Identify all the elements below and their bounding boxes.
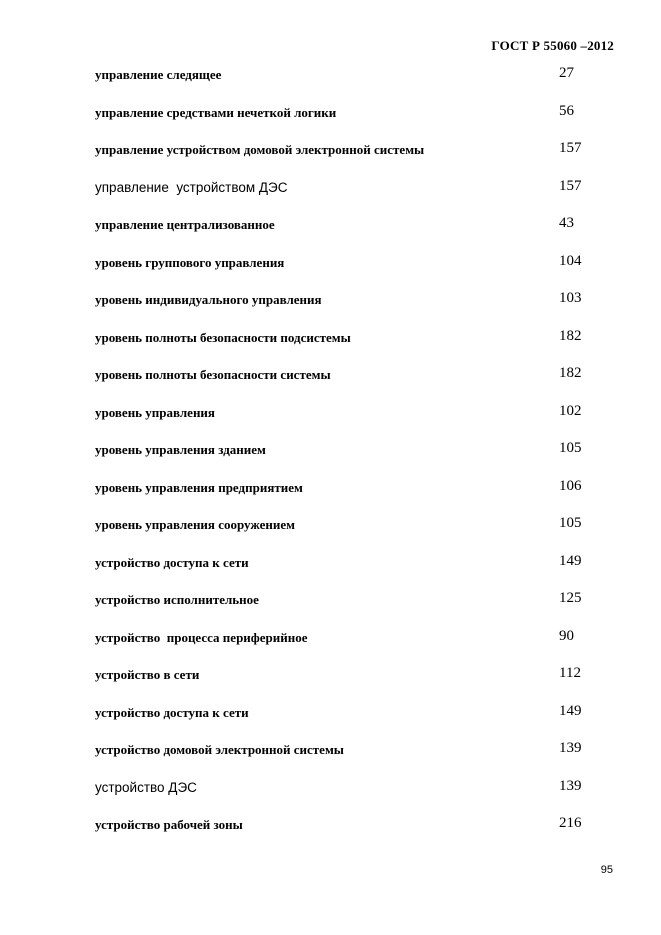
index-entry <box>0 437 661 475</box>
index-term: уровень управления сооружением <box>95 517 295 532</box>
index-page-number: 149 <box>559 702 582 719</box>
page-number: 95 <box>600 864 613 876</box>
index-term: устройство доступа к сети <box>95 704 249 720</box>
index-entry <box>0 625 661 663</box>
index-term: уровень индивидуального управления <box>95 292 322 307</box>
document-standard-header: ГОСТ Р 55060 –2012 <box>491 38 614 53</box>
index-term: устройство исполнительное <box>95 592 259 607</box>
index-term: уровень управления <box>95 404 215 420</box>
index-page-number: 139 <box>559 777 582 794</box>
index-page-number: 157 <box>559 140 582 156</box>
index-entry-list <box>0 62 661 850</box>
index-term: управление централизованное <box>95 217 275 232</box>
index-page-number: 43 <box>559 215 574 231</box>
index-page-number: 105 <box>559 440 582 456</box>
index-entry <box>0 137 661 175</box>
index-page-number: 182 <box>559 327 582 344</box>
index-page-number: 139 <box>559 740 582 756</box>
index-term: устройство процесса периферийное <box>95 629 308 645</box>
index-page-number: 105 <box>559 515 582 531</box>
index-term: устройство домовой электронной системы <box>95 742 344 757</box>
index-entry <box>0 475 661 513</box>
index-entry <box>0 775 661 813</box>
index-term: устройство рабочей зоны <box>95 817 243 832</box>
index-page-number: 149 <box>559 552 582 569</box>
index-term: уровень управления зданием <box>95 442 266 457</box>
index-entry <box>0 700 661 738</box>
index-page-number: 102 <box>559 402 582 419</box>
index-term: устройство доступа к сети <box>95 554 249 570</box>
index-entry <box>0 250 661 288</box>
index-page-number: 125 <box>559 590 582 606</box>
index-entry <box>0 737 661 775</box>
index-entry <box>0 362 661 400</box>
index-entry <box>0 550 661 588</box>
index-term: устройство ДЭС <box>95 779 197 795</box>
index-entry <box>0 287 661 325</box>
index-entry <box>0 325 661 363</box>
index-entry <box>0 212 661 250</box>
index-entry <box>0 62 661 100</box>
index-entry <box>0 812 661 850</box>
index-term: уровень полноты безопасности подсистемы <box>95 329 351 345</box>
index-term: уровень группового управления <box>95 254 285 270</box>
index-page-number: 182 <box>559 365 582 381</box>
index-term: управление средствами нечеткой логики <box>95 104 337 120</box>
index-entry <box>0 175 661 213</box>
index-term: управление устройством ДЭС <box>95 179 288 195</box>
index-entry <box>0 587 661 625</box>
index-page-number: 104 <box>559 252 582 269</box>
index-term: уровень управления предприятием <box>95 479 303 495</box>
index-page-number: 106 <box>559 477 582 494</box>
index-entry <box>0 400 661 438</box>
index-term: управление устройством домовой электронной системы <box>95 142 425 157</box>
index-page-number: 90 <box>559 627 574 644</box>
index-page-number: 216 <box>559 815 582 831</box>
index-page-number: 27 <box>559 65 574 81</box>
index-page-number: 103 <box>559 290 582 306</box>
index-page-number: 56 <box>559 102 574 119</box>
index-entry <box>0 512 661 550</box>
index-term: управление следящее <box>95 67 222 82</box>
index-entry <box>0 100 661 138</box>
index-term: устройство в сети <box>95 667 200 682</box>
index-page-number: 112 <box>559 665 581 681</box>
index-term: уровень полноты безопасности системы <box>95 367 331 382</box>
index-page-number: 157 <box>559 177 582 194</box>
index-entry <box>0 662 661 700</box>
